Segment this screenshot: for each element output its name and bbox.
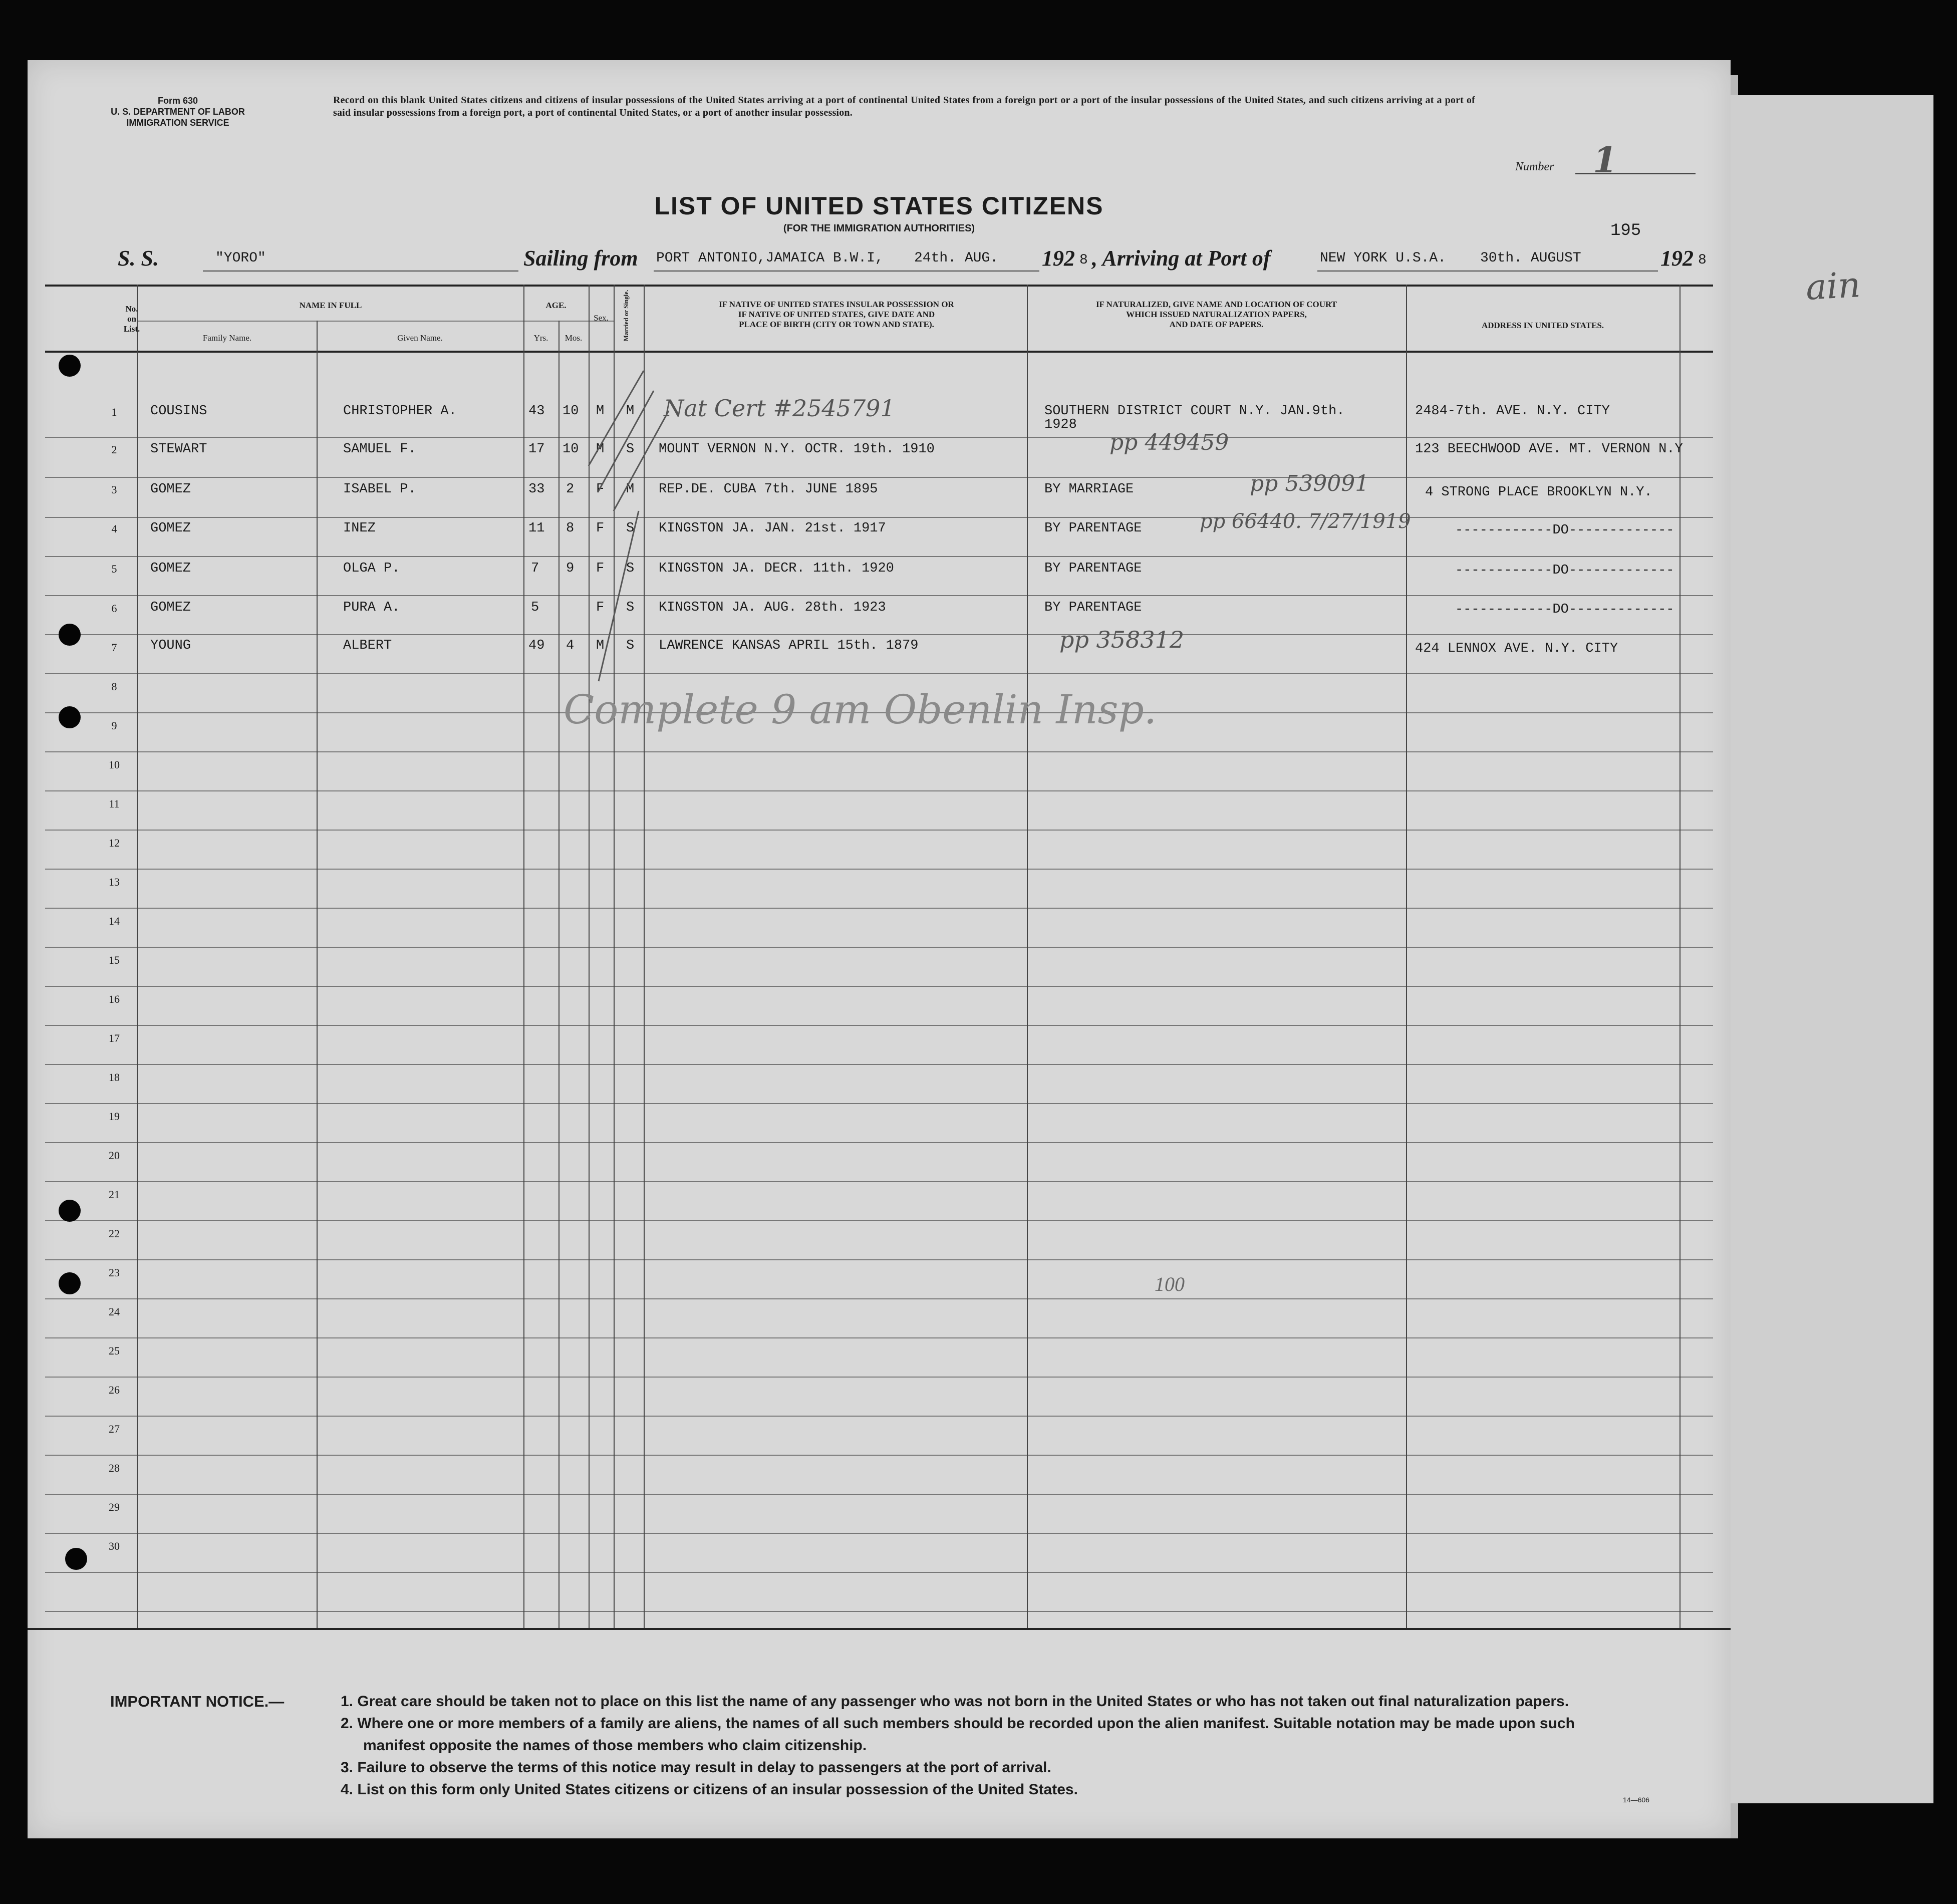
row-number: 11 xyxy=(109,797,120,810)
punch-hole xyxy=(59,355,81,377)
marital-status: M xyxy=(626,404,635,419)
header-family-name: Family Name. xyxy=(202,333,252,343)
ship-name-underline xyxy=(203,270,518,271)
row-rule xyxy=(45,1220,1713,1221)
arriving-label: , Arriving at Port of xyxy=(1092,246,1271,270)
ship-line xyxy=(118,245,1711,276)
row-rule xyxy=(45,830,1713,831)
arriving-year-digit: 8 xyxy=(1698,252,1707,268)
age-years: 43 xyxy=(528,404,545,419)
sex: F xyxy=(596,482,605,497)
age-months: 9 xyxy=(566,561,575,576)
notice-item: 1. Great care should be taken not to place on this list the name of any passenger who was not born in the United States or who has not taken out final naturalization papers. xyxy=(341,1693,1569,1710)
row-number: 22 xyxy=(109,1227,120,1240)
intro-text: Record on this blank United States citizens and citizens of insular possessions of the United States arriving at a port of continental United States from a foreign port or a port of the insular possessions of the United States, and such citizens arriving at a port of said insular possessions from a foreign port, a port of continental United States, or a port of another insular possession. xyxy=(333,95,1475,118)
sailing-date: 24th. AUG. xyxy=(914,250,999,266)
sex: M xyxy=(596,638,605,653)
manifest-page xyxy=(28,60,1731,1838)
marital-status: S xyxy=(626,521,635,536)
header-yrs: Yrs. xyxy=(533,333,548,343)
row-rule xyxy=(45,1494,1713,1495)
header-naturalized xyxy=(1027,300,1406,330)
header-married: Married or Single. xyxy=(622,290,630,342)
col-rule-given xyxy=(523,285,524,1628)
row-number: 7 xyxy=(111,641,117,654)
arriving-underline xyxy=(1317,270,1658,271)
age-years: 49 xyxy=(528,638,545,653)
handwritten-complete-note: Complete 9 am Obenlin Insp. xyxy=(564,686,1157,733)
row-number: 14 xyxy=(109,915,120,927)
birth-info: KINGSTON JA. DECR. 11th. 1920 xyxy=(659,561,894,576)
given-name: SAMUEL F. xyxy=(343,442,416,457)
row-number: 15 xyxy=(109,954,120,966)
page-subtitle: (FOR THE IMMIGRATION AUTHORITIES) xyxy=(783,223,975,234)
notice-lead: IMPORTANT NOTICE.— xyxy=(110,1693,285,1710)
row-rule xyxy=(45,1337,1713,1338)
row-number: 27 xyxy=(109,1423,120,1435)
naturalization: BY PARENTAGE xyxy=(1044,600,1142,615)
family-name: YOUNG xyxy=(150,638,191,653)
form-number: Form 630 xyxy=(157,96,198,106)
family-name: GOMEZ xyxy=(150,482,191,497)
row-rule xyxy=(45,673,1713,674)
row-rule xyxy=(45,1142,1713,1143)
age-years: 11 xyxy=(528,521,545,536)
row-number: 2 xyxy=(111,443,117,456)
row-rule xyxy=(45,1611,1713,1612)
row-number: 1 xyxy=(111,406,117,418)
row-number: 13 xyxy=(109,876,120,888)
row-rule xyxy=(45,908,1713,909)
age-years: 5 xyxy=(531,600,539,615)
age-months: 10 xyxy=(563,404,579,419)
header-naturalized-line: AND DATE OF PAPERS. xyxy=(1169,320,1264,329)
side-handwriting: ain xyxy=(1804,264,1862,308)
arriving-port: NEW YORK U.S.A. xyxy=(1320,250,1447,266)
page-number: 195 xyxy=(1610,221,1641,240)
header-mos: Mos. xyxy=(565,333,583,343)
name-subheader-rule xyxy=(138,321,614,322)
notice-item: 4. List on this form only United States citizens or citizens of an insular possession of the United States. xyxy=(341,1781,1078,1798)
header-native-line: PLACE OF BIRTH (CITY OR TOWN AND STATE). xyxy=(739,320,934,329)
age-months: 10 xyxy=(563,442,579,457)
naturalization: SOUTHERN DISTRICT COURT N.Y. JAN.9th. xyxy=(1044,404,1345,419)
col-rule-address xyxy=(1680,285,1681,1628)
form-code: 14—606 xyxy=(1623,1796,1649,1804)
row-rule xyxy=(45,556,1713,557)
row-rule xyxy=(45,477,1713,478)
given-name: PURA A. xyxy=(343,600,400,615)
service: IMMIGRATION SERVICE xyxy=(126,118,229,128)
header-naturalized-line: WHICH ISSUED NATURALIZATION PAPERS, xyxy=(1126,310,1307,319)
birth-info: KINGSTON JA. JAN. 21st. 1917 xyxy=(659,521,886,536)
address: ------------DO------------- xyxy=(1455,563,1674,578)
row-number: 18 xyxy=(109,1071,120,1083)
row-rule xyxy=(45,1064,1713,1065)
row-rule xyxy=(45,790,1713,791)
row-number: 26 xyxy=(109,1384,120,1396)
birth-info: REP.DE. CUBA 7th. JUNE 1895 xyxy=(659,482,878,497)
row-rule xyxy=(45,1572,1713,1573)
family-name: STEWART xyxy=(150,442,207,457)
naturalization: BY PARENTAGE xyxy=(1044,561,1142,576)
row-rule xyxy=(45,1455,1713,1456)
header-bottom-rule xyxy=(45,351,1713,353)
col-rule-no xyxy=(137,285,138,1628)
given-name: ALBERT xyxy=(343,638,392,653)
marital-status: S xyxy=(626,561,635,576)
punch-hole xyxy=(59,624,81,646)
col-rule-yrs xyxy=(558,321,560,1628)
row-rule xyxy=(45,437,1713,438)
stamp-100: 100 xyxy=(1155,1273,1185,1295)
marital-status: S xyxy=(626,600,635,615)
handwritten-passport-2: pp 449459 xyxy=(1109,430,1229,455)
row-rule xyxy=(45,1181,1713,1182)
row-number: 24 xyxy=(109,1305,120,1318)
row-rule xyxy=(45,947,1713,948)
punch-hole xyxy=(59,1200,81,1222)
address: ------------DO------------- xyxy=(1455,602,1674,617)
table-bottom-rule xyxy=(28,1628,1731,1630)
punch-hole xyxy=(59,1272,81,1294)
marital-status: M xyxy=(626,482,635,497)
handwritten-passport-7: pp 358312 xyxy=(1059,626,1185,653)
address: 123 BEECHWOOD AVE. MT. VERNON N.Y xyxy=(1415,442,1683,457)
row-rule xyxy=(45,1533,1713,1534)
sailing-from: PORT ANTONIO,JAMAICA B.W.I, xyxy=(656,250,884,266)
family-name: GOMEZ xyxy=(150,561,191,576)
notice-item: 2. Where one or more members of a family are aliens, the names of all such members should be recorded upon the alien manifest. Suitable notation may be made upon such xyxy=(341,1715,1575,1732)
sex: F xyxy=(596,600,605,615)
ship-name: "YORO" xyxy=(215,250,266,266)
row-rule xyxy=(45,1025,1713,1026)
punch-hole xyxy=(65,1548,87,1570)
sailing-year-digit: 8 xyxy=(1079,252,1088,268)
header-naturalized-line: IF NATURALIZED, GIVE NAME AND LOCATION OF COURT xyxy=(1095,300,1337,309)
page-title: LIST OF UNITED STATES CITIZENS xyxy=(654,192,1104,220)
row-number: 10 xyxy=(109,758,120,771)
naturalization-line2: 1928 xyxy=(1044,417,1077,432)
header-age: AGE. xyxy=(545,301,567,310)
handwritten-passport-4: pp 66440. 7/27/1919 xyxy=(1200,510,1411,533)
row-number: 5 xyxy=(111,563,117,575)
naturalization: BY PARENTAGE xyxy=(1044,521,1142,536)
age-months: 8 xyxy=(566,521,575,536)
header-native-line: IF NATIVE OF UNITED STATES INSULAR POSSESSION OR xyxy=(719,300,954,309)
back-sheet xyxy=(1723,95,1933,1803)
sex: M xyxy=(596,404,605,419)
number-underline xyxy=(1575,173,1696,174)
row-number: 9 xyxy=(111,719,117,732)
handwritten-passport-3: pp 539091 xyxy=(1250,471,1369,496)
table-top-rule xyxy=(45,285,1713,287)
family-name: GOMEZ xyxy=(150,600,191,615)
notice-item: 3. Failure to observe the terms of this notice may result in delay to passengers at the port of arrival. xyxy=(341,1759,1051,1776)
header-no-line: List. xyxy=(123,324,140,334)
naturalization: BY MARRIAGE xyxy=(1044,482,1134,497)
form-id xyxy=(88,95,268,128)
marital-status: S xyxy=(626,442,635,457)
row-rule xyxy=(45,869,1713,870)
row-number: 8 xyxy=(111,680,117,693)
row-rule xyxy=(45,1298,1713,1299)
row-rule xyxy=(45,751,1713,752)
birth-info: MOUNT VERNON N.Y. OCTR. 19th. 1910 xyxy=(659,442,935,457)
address: 4 STRONG PLACE BROOKLYN N.Y. xyxy=(1425,485,1652,500)
punch-hole xyxy=(59,706,81,728)
row-number: 21 xyxy=(109,1188,120,1201)
age-months: 4 xyxy=(566,638,575,653)
row-number: 4 xyxy=(111,522,117,535)
row-number: 3 xyxy=(111,483,117,496)
address: 2484-7th. AVE. N.Y. CITY xyxy=(1415,404,1610,419)
row-rule xyxy=(45,595,1713,596)
row-number: 30 xyxy=(109,1540,120,1552)
row-rule xyxy=(45,1103,1713,1104)
given-name: CHRISTOPHER A. xyxy=(343,404,457,419)
given-name: OLGA P. xyxy=(343,561,400,576)
address: 424 LENNOX AVE. N.Y. CITY xyxy=(1415,641,1618,656)
sex: M xyxy=(596,442,605,457)
row-number: 23 xyxy=(109,1266,120,1279)
address: ------------DO------------- xyxy=(1455,523,1674,538)
given-name: INEZ xyxy=(343,521,376,536)
sailing-underline xyxy=(654,270,1039,271)
notice-item: manifest opposite the names of those members who claim citizenship. xyxy=(363,1737,867,1754)
col-rule-family xyxy=(317,321,318,1628)
row-rule xyxy=(45,517,1713,518)
age-months: 2 xyxy=(566,482,575,497)
birth-info: KINGSTON JA. AUG. 28th. 1923 xyxy=(659,600,886,615)
check-marks xyxy=(569,361,679,711)
sailing-label: Sailing from xyxy=(523,246,638,270)
header-no-line: on xyxy=(127,314,136,324)
row-number: 29 xyxy=(109,1501,120,1513)
number-label: Number xyxy=(1515,160,1554,173)
row-number: 20 xyxy=(109,1149,120,1162)
number-value: 1 xyxy=(1593,139,1617,181)
row-rule xyxy=(45,1416,1713,1417)
row-number: 25 xyxy=(109,1344,120,1357)
row-rule xyxy=(45,634,1713,635)
header-no-line: No. xyxy=(125,304,138,314)
header-sex: Sex. xyxy=(594,313,609,323)
row-number: 28 xyxy=(109,1462,120,1474)
given-name: ISABEL P. xyxy=(343,482,416,497)
birth-info: LAWRENCE KANSAS APRIL 15th. 1879 xyxy=(659,638,919,653)
row-rule xyxy=(45,986,1713,987)
col-rule-naturalized xyxy=(1406,285,1407,1628)
row-number: 12 xyxy=(109,837,120,849)
row-rule xyxy=(45,1377,1713,1378)
ss-label: S. S. xyxy=(118,246,159,270)
family-name: GOMEZ xyxy=(150,521,191,536)
row-number: 6 xyxy=(111,602,117,615)
marital-status: S xyxy=(626,638,635,653)
sex: F xyxy=(596,561,605,576)
sailing-year-prefix: 192 xyxy=(1042,246,1075,270)
col-rule-native xyxy=(1027,285,1028,1628)
sex: F xyxy=(596,521,605,536)
arriving-year-prefix: 192 xyxy=(1660,246,1694,270)
row-number: 19 xyxy=(109,1110,120,1123)
handwritten-nat-cert: Nat Cert #2545791 xyxy=(664,395,895,422)
header-name-in-full: NAME IN FULL xyxy=(299,301,362,310)
age-years: 33 xyxy=(528,482,545,497)
header-native-line: IF NATIVE OF UNITED STATES, GIVE DATE AND xyxy=(738,310,935,319)
row-number: 17 xyxy=(109,1032,120,1044)
header-given-name: Given Name. xyxy=(397,333,443,343)
family-name: COUSINS xyxy=(150,404,207,419)
department: U. S. DEPARTMENT OF LABOR xyxy=(111,107,245,117)
row-rule xyxy=(45,1259,1713,1260)
age-years: 7 xyxy=(531,561,539,576)
arriving-date: 30th. AUGUST xyxy=(1480,250,1581,266)
row-number: 16 xyxy=(109,993,120,1005)
header-address: ADDRESS IN UNITED STATES. xyxy=(1481,321,1604,330)
header-native xyxy=(646,300,1027,330)
age-years: 17 xyxy=(528,442,545,457)
